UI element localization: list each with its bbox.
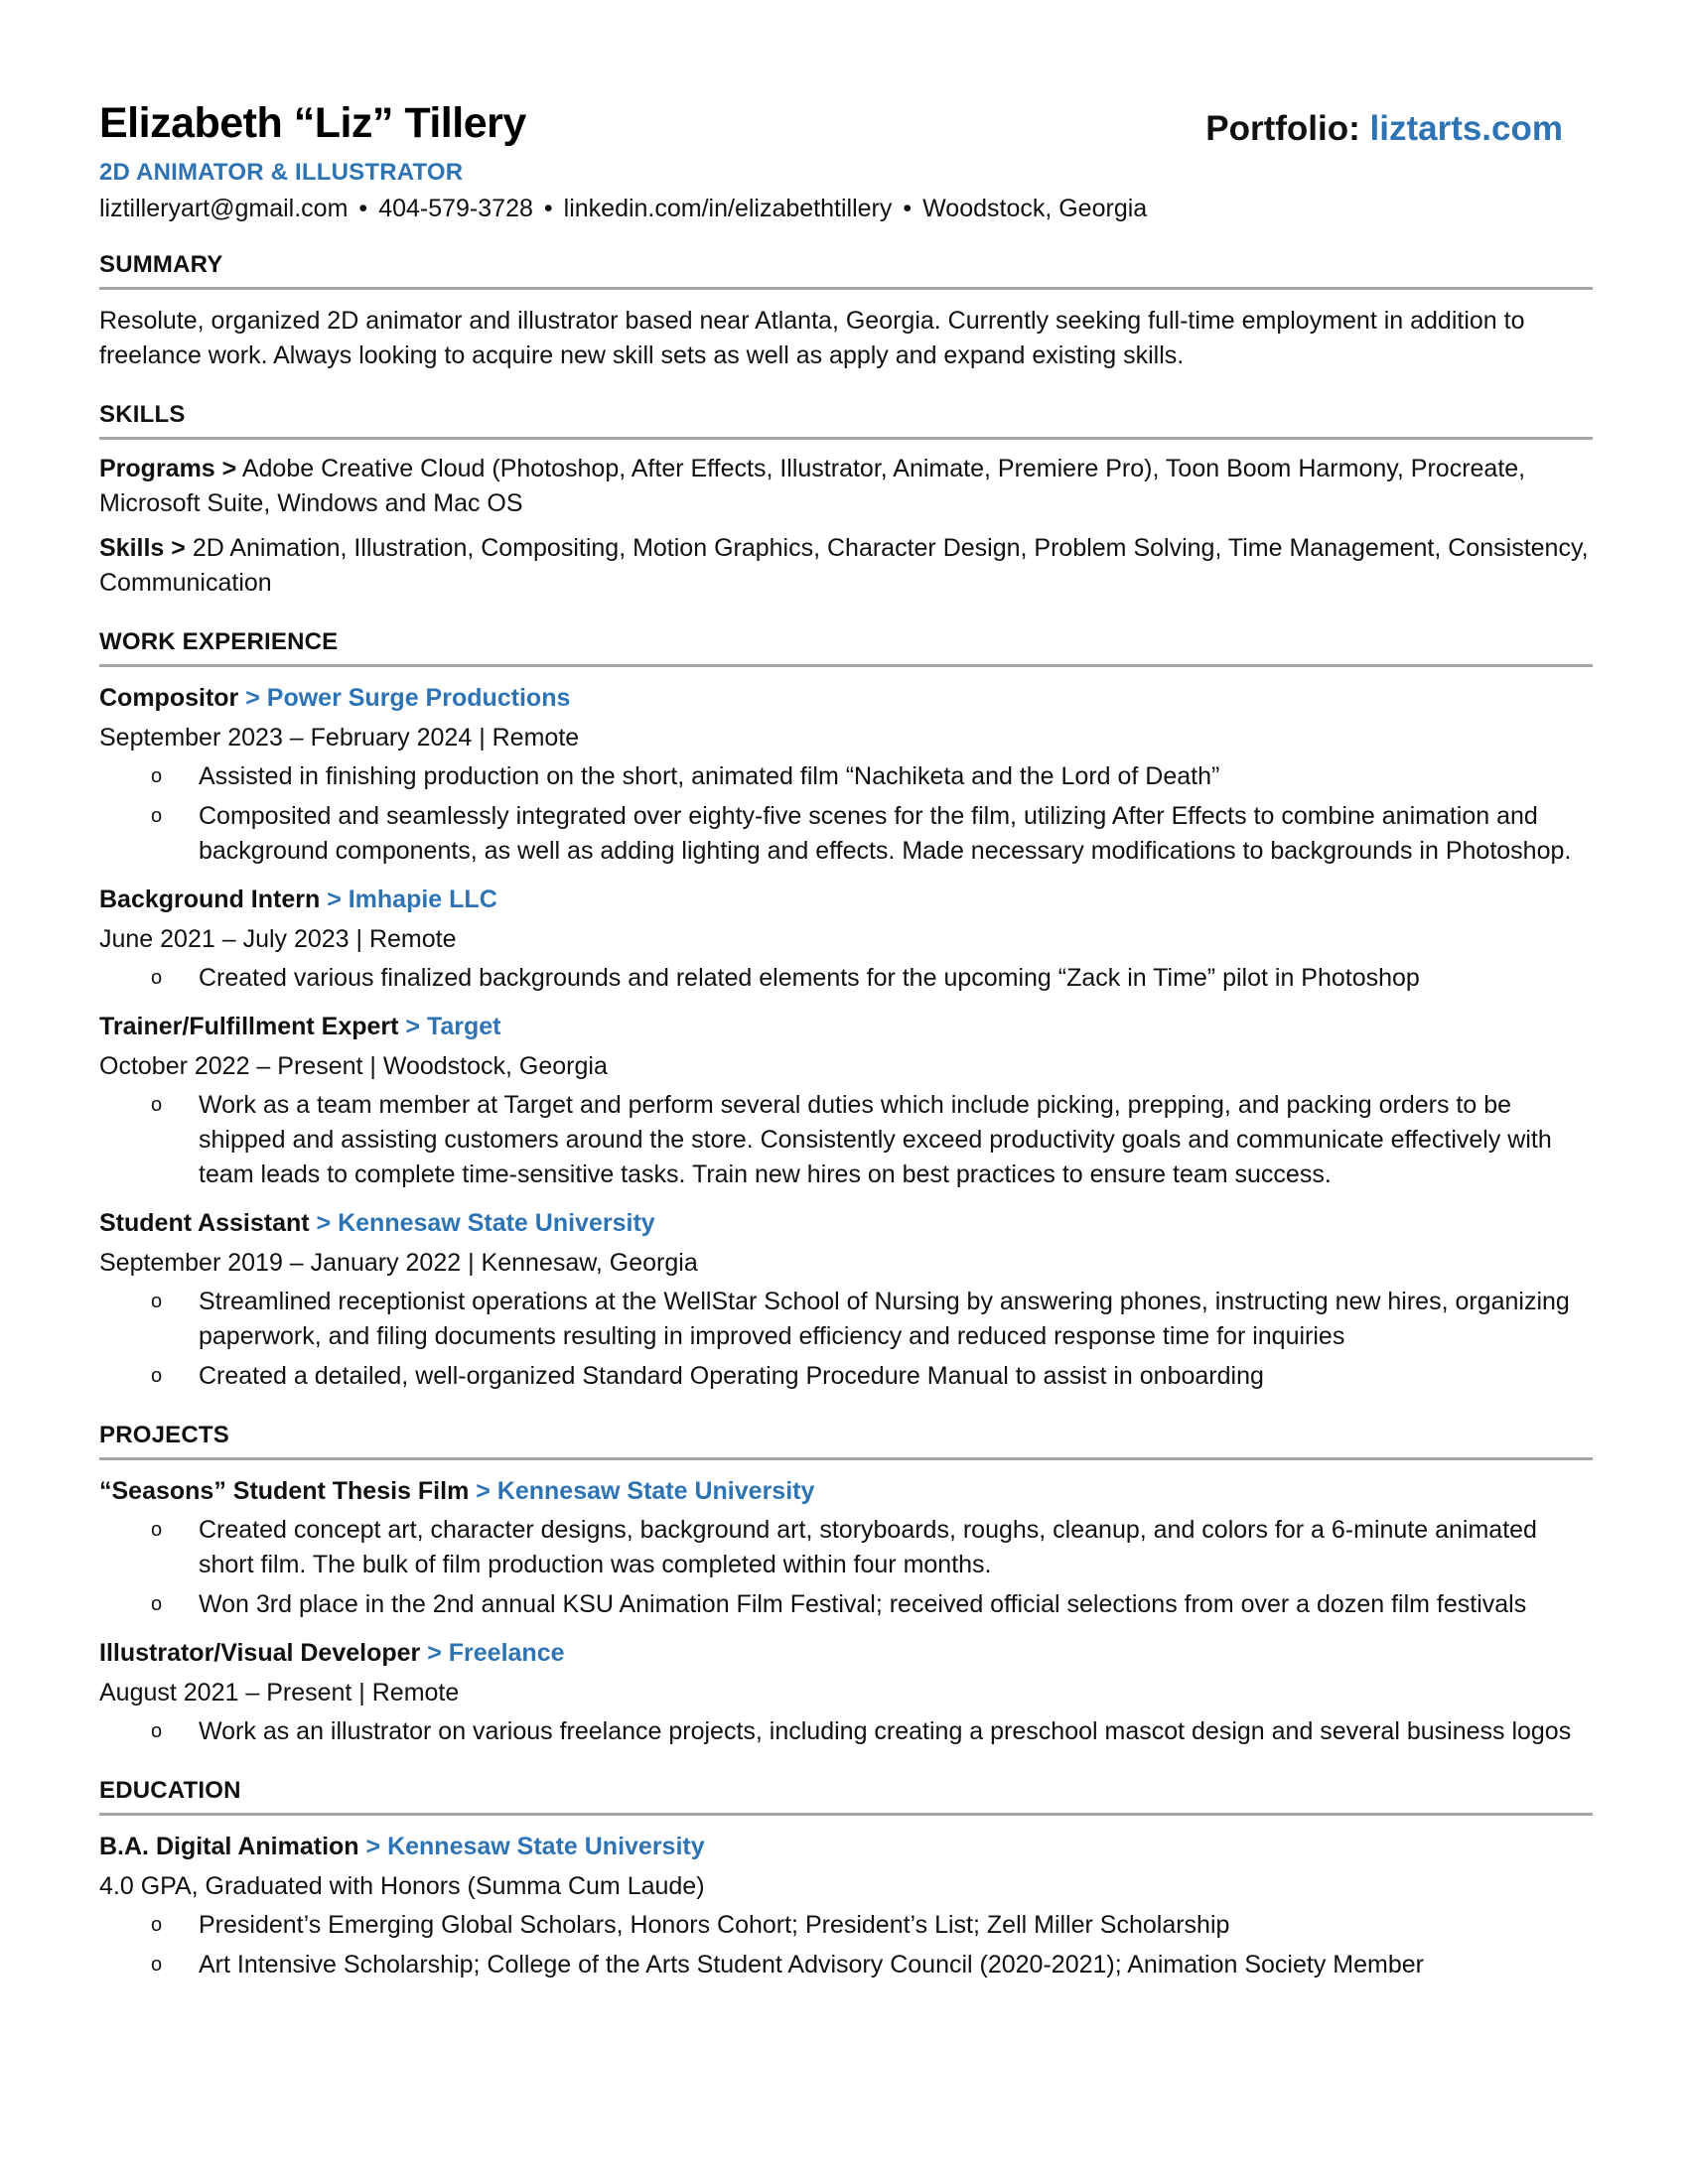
bullet-item <box>99 759 1593 794</box>
job-entry <box>99 681 1593 869</box>
portfolio-label: Portfolio: <box>1205 109 1360 148</box>
bullet-item <box>99 1587 1593 1622</box>
bullet-list <box>99 1088 1593 1192</box>
bullet-text: Work as an illustrator on various freelance projects, including creating a preschool mascot design and several business logos <box>199 1717 1572 1745</box>
job-dates: September 2023 – February 2024 | Remote <box>99 724 580 751</box>
bullet-text: Created a detailed, well-organized Standard Operating Procedure Manual to assist in onboarding <box>199 1362 1264 1390</box>
job-title-line <box>99 1010 1593 1043</box>
job-entry <box>99 1206 1593 1394</box>
bullet-marker: o <box>151 967 163 989</box>
section-title-projects: PROJECTS <box>99 1422 1593 1460</box>
job-title-line <box>99 681 1593 715</box>
job-title: 2D ANIMATOR & ILLUSTRATOR <box>99 159 464 186</box>
bullet-item <box>99 1285 1593 1354</box>
bullet-item <box>99 799 1593 869</box>
project-entry <box>99 1636 1593 1749</box>
separator-dot: • <box>543 195 553 222</box>
project-role: “Seasons” Student Thesis Film <box>99 1477 470 1505</box>
portfolio-line <box>1205 109 1563 149</box>
job-org: > Target <box>398 1013 501 1040</box>
bullet-list <box>99 961 1593 996</box>
bullet-item <box>99 1908 1593 1943</box>
bullet-list <box>99 1714 1593 1749</box>
job-dates: June 2021 – July 2023 | Remote <box>99 925 457 953</box>
bullet-item <box>99 1948 1593 1982</box>
bullet-marker: o <box>151 1094 163 1116</box>
project-title-line <box>99 1474 1593 1508</box>
programs-line <box>99 452 1593 521</box>
job-title-line <box>99 883 1593 916</box>
bullet-text: Composited and seamlessly integrated over eighty-five scenes for the film, utilizing After Effects to combine animation and background components, as well as adding lighting and effects. Made necessary modifications to backgrounds in Photoshop. <box>199 802 1572 865</box>
project-title-line <box>99 1636 1593 1670</box>
bullet-list <box>99 1513 1593 1622</box>
bullet-item <box>99 1513 1593 1582</box>
bullet-text: Created concept art, character designs, background art, storyboards, roughs, cleanup, and colors for a 6-minute animated short film. The bulk of film production was completed within four months. <box>199 1516 1537 1578</box>
linkedin-link[interactable]: linkedin.com/in/elizabethtillery <box>563 195 893 222</box>
project-entry <box>99 1474 1593 1622</box>
bullet-marker: o <box>151 1365 163 1387</box>
bullet-text: President’s Emerging Global Scholars, Honors Cohort; President’s List; Zell Miller Scholarship <box>199 1911 1230 1939</box>
bullet-text: Work as a team member at Target and perform several duties which include picking, prepping, and packing orders to be shipped and assisting customers around the store. Consistently exceed productivity goals and communicate effectively with team leads to complete time-sensitive tasks. Train new hires on best practices to ensure team success. <box>199 1091 1552 1188</box>
job-role: Student Assistant <box>99 1209 310 1237</box>
degree-line <box>99 1830 1593 1863</box>
project-org: > Kennesaw State University <box>469 1477 815 1505</box>
bullet-marker: o <box>151 1519 163 1541</box>
job-role: Trainer/Fulfillment Expert <box>99 1013 399 1040</box>
job-org: > Imhapie LLC <box>320 886 497 913</box>
job-dates: September 2019 – January 2022 | Kennesaw, Georgia <box>99 1249 698 1277</box>
bullet-text: Art Intensive Scholarship; College of the Arts Student Advisory Council (2020-2021); Animation Society Member <box>199 1951 1424 1979</box>
degree-name: B.A. Digital Animation <box>99 1833 359 1860</box>
project-dates: August 2021 – Present | Remote <box>99 1679 460 1706</box>
bullet-text: Streamlined receptionist operations at the WellStar School of Nursing by answering phones, instructing new hires, organizing paperwork, and filing documents resulting in improved efficiency and reduced response time for inquiries <box>199 1288 1570 1350</box>
bullet-item <box>99 1714 1593 1749</box>
job-entry <box>99 1010 1593 1192</box>
programs-label: Programs > <box>99 455 237 482</box>
contact-line <box>99 195 1593 223</box>
skills-label: Skills > <box>99 534 186 562</box>
job-org: > Power Surge Productions <box>238 684 571 712</box>
job-org: > Kennesaw State University <box>309 1209 655 1237</box>
skills-line <box>99 531 1593 601</box>
bullet-list <box>99 759 1593 869</box>
job-entry <box>99 883 1593 996</box>
bullet-item <box>99 1359 1593 1394</box>
section-title-work: WORK EXPERIENCE <box>99 628 1593 667</box>
bullet-text: Assisted in finishing production on the short, animated film “Nachiketa and the Lord of Death” <box>199 762 1220 790</box>
bullet-list <box>99 1285 1593 1394</box>
bullet-text: Won 3rd place in the 2nd annual KSU Animation Film Festival; received official selections from over a dozen film festivals <box>199 1590 1527 1618</box>
skills-text: 2D Animation, Illustration, Compositing, Motion Graphics, Character Design, Problem Solving, Time Management, Consistency, Communication <box>99 534 1589 597</box>
bullet-list <box>99 1908 1593 1982</box>
section-title-education: EDUCATION <box>99 1777 1593 1816</box>
bullet-marker: o <box>151 805 163 827</box>
summary-text: Resolute, organized 2D animator and illustrator based near Atlanta, Georgia. Currently seeking full-time employment in addition to freelance work. Always looking to acquire new skill sets as well as apply and expand existing skills. <box>99 307 1525 369</box>
separator-dot: • <box>358 195 368 222</box>
job-role: Compositor <box>99 684 239 712</box>
bullet-marker: o <box>151 1720 163 1742</box>
bullet-item <box>99 1088 1593 1192</box>
resume-page <box>99 99 1593 1982</box>
phone-number: 404-579-3728 <box>378 195 533 222</box>
education-entry <box>99 1830 1593 1982</box>
section-title-summary: SUMMARY <box>99 251 1593 290</box>
job-role: Background Intern <box>99 886 321 913</box>
bullet-marker: o <box>151 1954 163 1976</box>
email-link[interactable]: liztilleryart@gmail.com <box>99 195 349 222</box>
location-text: Woodstock, Georgia <box>922 195 1148 222</box>
project-role: Illustrator/Visual Developer <box>99 1639 421 1667</box>
separator-dot: • <box>903 195 913 222</box>
header-row <box>99 99 1593 155</box>
bullet-marker: o <box>151 765 163 787</box>
applicant-name: Elizabeth “Liz” Tillery <box>99 99 526 147</box>
portfolio-link[interactable]: liztarts.com <box>1369 109 1563 148</box>
job-dates: October 2022 – Present | Woodstock, Georgia <box>99 1052 608 1080</box>
school-name: > Kennesaw State University <box>358 1833 705 1860</box>
bullet-marker: o <box>151 1291 163 1312</box>
programs-text: Adobe Creative Cloud (Photoshop, After Effects, Illustrator, Animate, Premiere Pro), Toon Boom Harmony, Procreate, Microsoft Suite, Windows and Mac OS <box>99 455 1526 517</box>
project-org: > Freelance <box>420 1639 565 1667</box>
job-title-line <box>99 1206 1593 1240</box>
section-title-skills: SKILLS <box>99 401 1593 440</box>
bullet-marker: o <box>151 1593 163 1615</box>
bullet-marker: o <box>151 1914 163 1936</box>
gpa-line: 4.0 GPA, Graduated with Honors (Summa Cum Laude) <box>99 1872 705 1900</box>
bullet-text: Created various finalized backgrounds and related elements for the upcoming “Zack in Time” pilot in Photoshop <box>199 964 1420 992</box>
bullet-item <box>99 961 1593 996</box>
